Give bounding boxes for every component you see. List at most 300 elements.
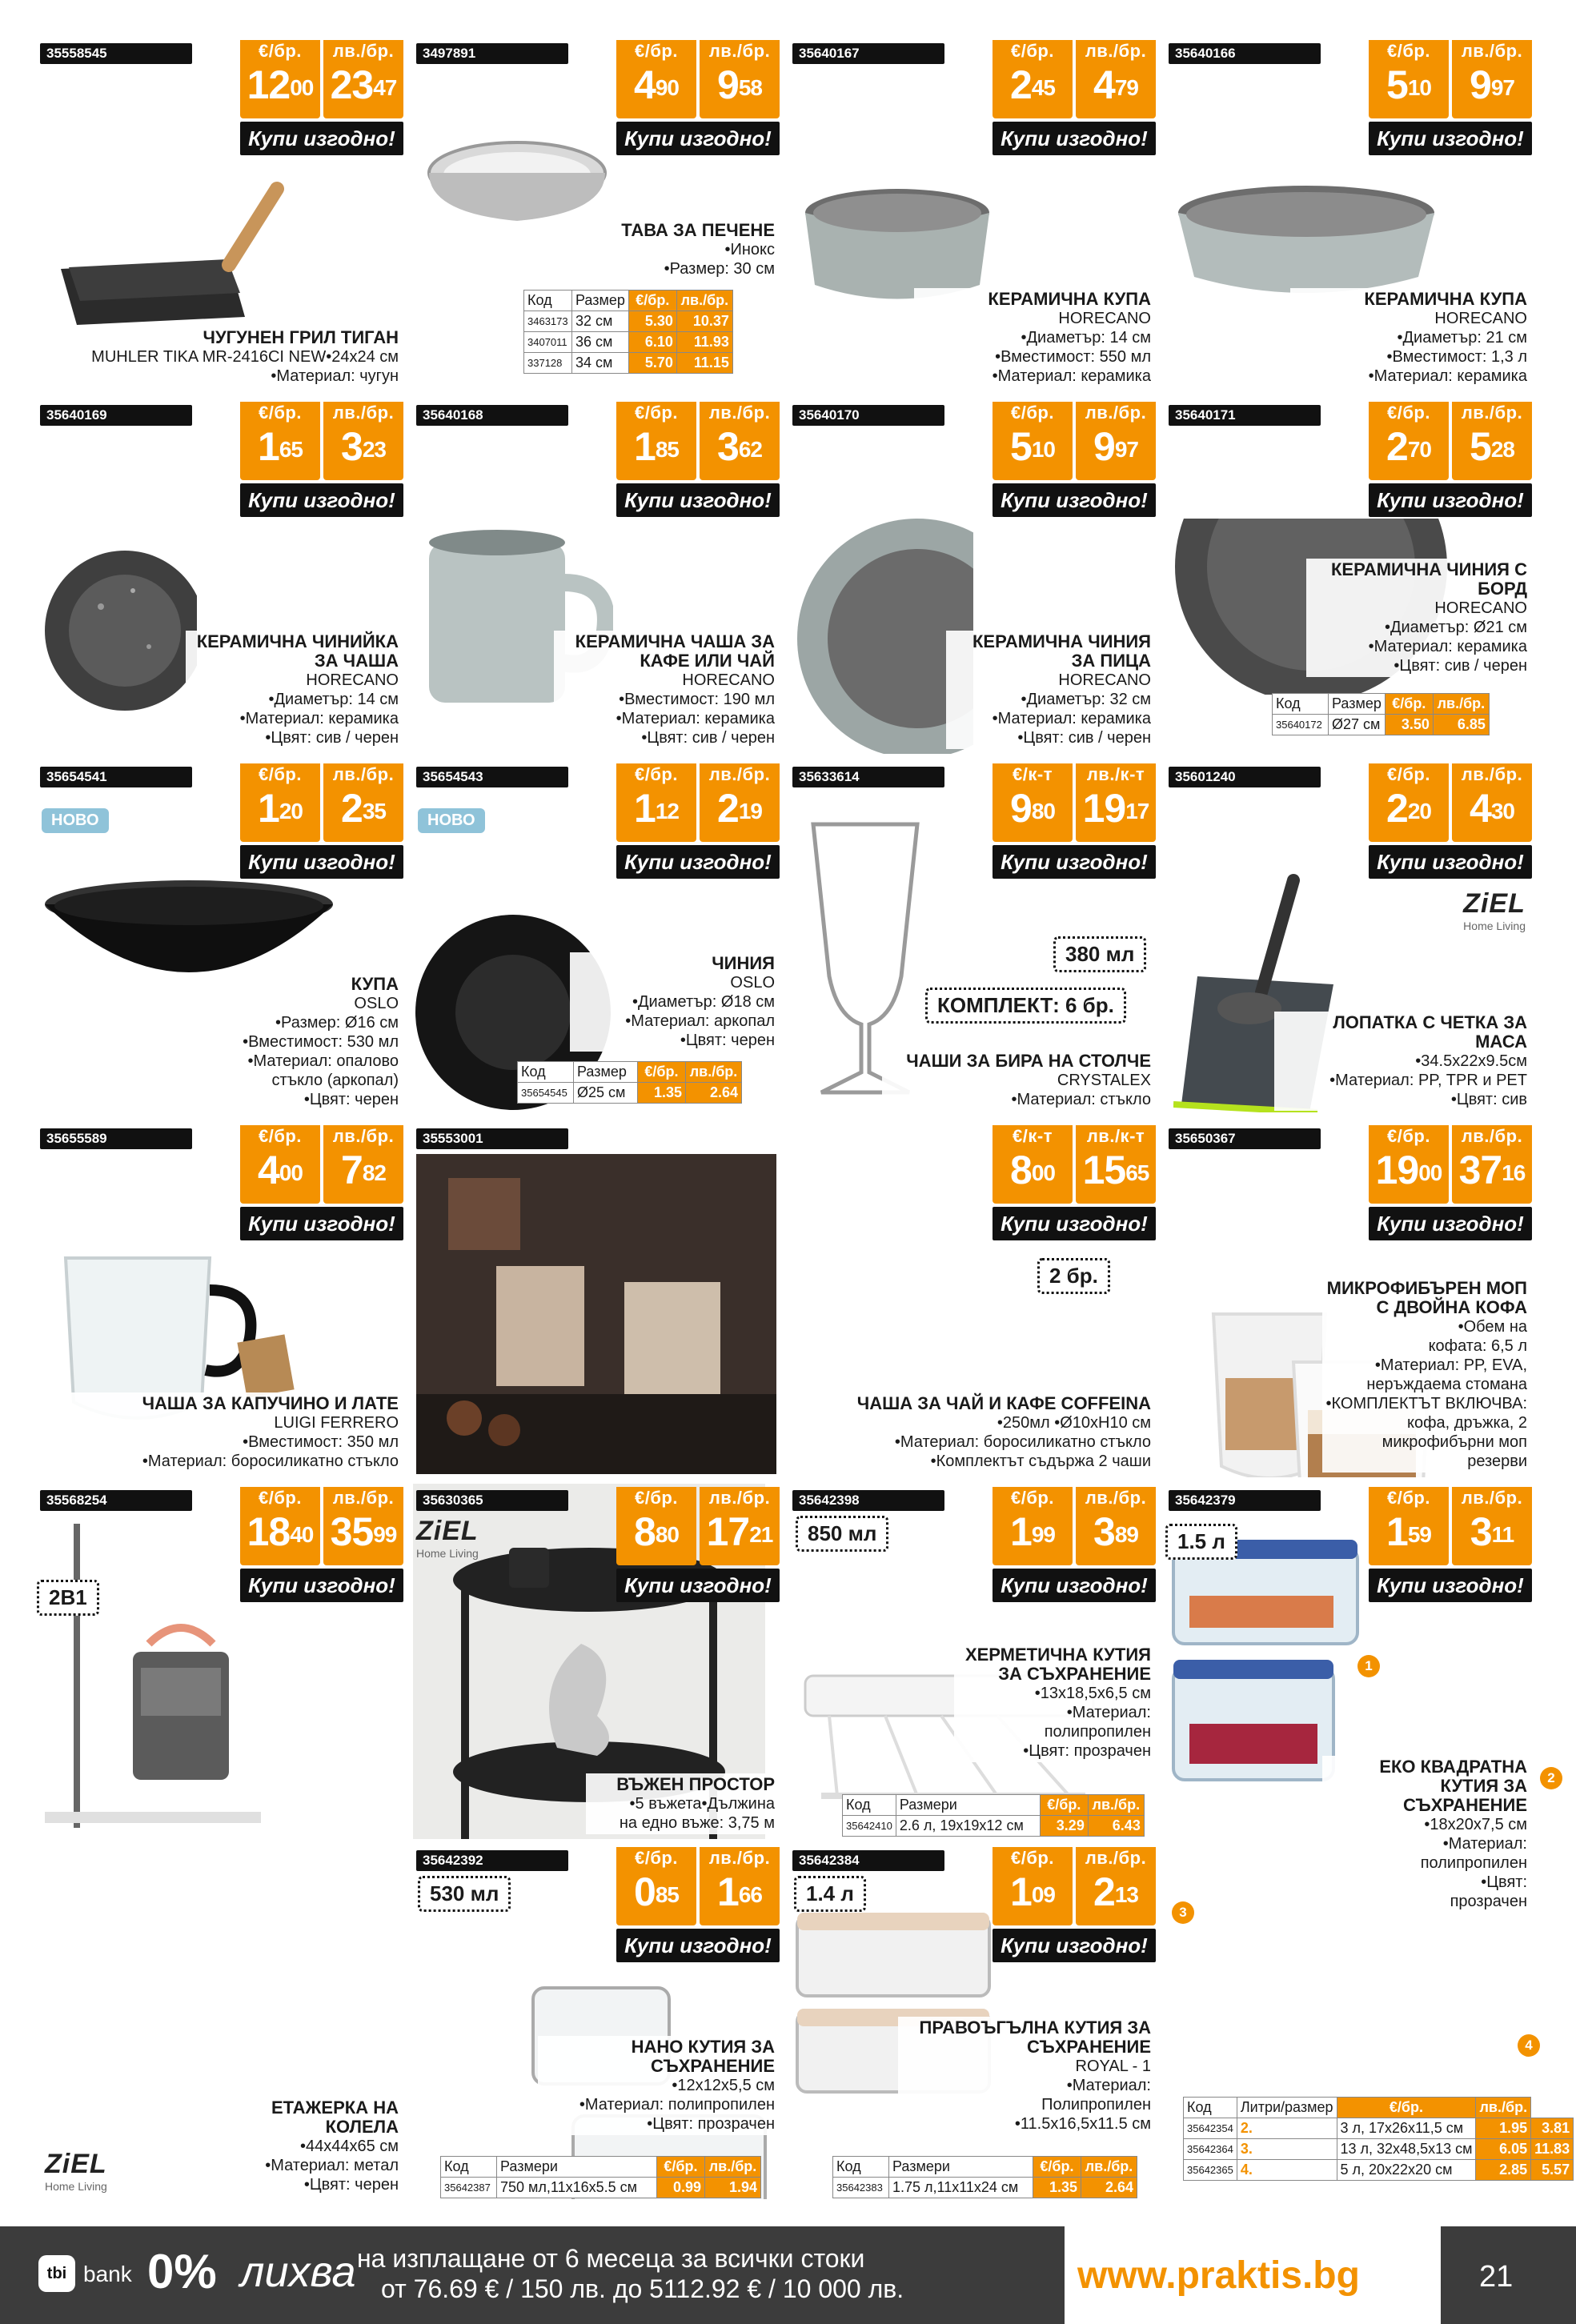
product-code[interactable]: 35642398 [792,1490,944,1511]
price-value[interactable] [993,1509,1073,1554]
product-spec[interactable]: •Размер: 30 см [664,260,775,278]
product-spec[interactable]: прозрачен [1450,1893,1527,1910]
product-spec[interactable]: на едно въже: 3,75 м [619,1814,775,1832]
product-code[interactable]: 35568254 [40,1490,192,1511]
bgn-cents[interactable]: 11 [1491,1522,1514,1547]
price-box[interactable] [993,40,1156,118]
table-row[interactable] [1184,2160,1574,2181]
product-spec[interactable]: микрофибърни моп [1382,1433,1527,1451]
product-spec[interactable]: •Цвят: черен [303,2176,399,2194]
table-cell[interactable]: 32 см [572,311,629,332]
price-unit[interactable]: €/бр. [259,1126,302,1146]
price-eur[interactable] [993,402,1073,480]
product-title[interactable]: ТАВА ЗА ПЕЧЕНЕ [621,220,775,240]
product-spec[interactable]: •Цвят: прозрачен [647,2115,775,2133]
table-cell[interactable]: 34 см [572,353,629,374]
product-spec[interactable]: •Материал: керамика [992,710,1151,727]
price-unit[interactable]: лв./бр. [1461,403,1523,423]
price-value[interactable] [993,786,1073,831]
buy-button[interactable]: Купи изгодно! [1369,483,1532,517]
product-spec[interactable]: •Вместимост: 350 мл [243,1433,399,1451]
price-value[interactable] [616,1869,696,1914]
table-header-cell[interactable]: Размер [574,1062,638,1083]
price-box[interactable] [240,763,403,842]
product-code[interactable]: 35630365 [416,1490,568,1511]
product-code[interactable]: 35640170 [792,405,944,426]
price-box[interactable] [240,1487,403,1565]
product-code[interactable]: 35553001 [416,1128,568,1149]
table-cell[interactable]: 2.6 л, 19x19x12 см [896,1816,1040,1837]
price-box[interactable] [1369,1125,1532,1204]
price-unit[interactable]: €/бр. [259,1488,302,1508]
price-bgn[interactable] [700,402,780,480]
table-cell[interactable]: 35642387 [441,2178,497,2198]
table-cell[interactable]: 2.85 [1476,2160,1531,2181]
price-value[interactable] [700,1509,780,1554]
table-header-cell[interactable]: Код [1273,694,1329,715]
bgn-cents[interactable]: 17 [1125,799,1149,823]
product-code[interactable]: 35640166 [1169,43,1321,64]
price-unit[interactable]: лв./бр. [332,1488,395,1508]
product-code[interactable]: 35640169 [40,405,192,426]
table-cell[interactable]: 11.93 [676,332,732,353]
variant-table[interactable] [832,2156,1137,2198]
eur-main[interactable]: 2 [1386,786,1408,831]
price-value[interactable] [616,62,696,107]
bgn-main[interactable]: 23 [330,62,374,107]
price-value[interactable] [1369,62,1449,107]
product-title[interactable]: ЕКО КВАДРАТНА КУТИЯ ЗА СЪХРАНЕНИЕ [1379,1757,1527,1815]
price-value[interactable] [1369,1148,1449,1192]
price-box[interactable] [1369,763,1532,842]
table-header-cell[interactable]: €/бр. [638,1062,686,1083]
price-box[interactable] [993,763,1156,842]
price-box[interactable] [240,40,403,118]
price-bgn[interactable] [1452,40,1532,118]
price-value[interactable] [993,424,1073,469]
bgn-main[interactable]: 2 [1093,1869,1115,1914]
eur-main[interactable]: 0 [634,1869,656,1914]
bgn-main[interactable]: 9 [1093,424,1115,469]
table-header-cell[interactable]: Литри/размер [1237,2098,1337,2118]
product-spec[interactable]: MUHLER TIKA MR-2416CI NEW•24x24 см [91,348,399,366]
product-spec[interactable]: •Материал: PP, EVA, [1374,1356,1527,1374]
table-header-cell[interactable]: лв./бр. [676,290,732,311]
price-bgn[interactable] [323,402,403,480]
product-spec[interactable]: •44x44x65 см [299,2138,399,2155]
table-header-cell[interactable]: Размер [572,290,629,311]
buy-button[interactable]: Купи изгодно! [993,845,1156,879]
product-card[interactable] [37,1122,408,1477]
product-title[interactable]: ВЪЖЕН ПРОСТОР [616,1774,775,1794]
product-title[interactable]: КУПА [351,974,399,994]
product-spec[interactable]: •Вместимост: 530 мл [243,1033,399,1051]
price-eur[interactable] [1369,1125,1449,1204]
variant-table[interactable] [517,1061,742,1104]
table-header-cell[interactable]: Код [1184,2098,1237,2118]
price-eur[interactable] [993,1487,1073,1565]
product-spec[interactable]: HORECANO [682,671,775,689]
product-card[interactable] [413,1844,784,2199]
product-title[interactable]: ЛОПАТКА С ЧЕТКА ЗА МАСА [1333,1012,1527,1052]
eur-cents[interactable]: 80 [1031,799,1055,823]
table-cell[interactable]: 10.37 [676,311,732,332]
product-code[interactable]: 35640171 [1169,405,1321,426]
product-spec[interactable]: OSLO [730,974,775,992]
product-image[interactable] [45,1524,261,1832]
price-unit[interactable]: €/бр. [635,1848,678,1868]
price-eur[interactable] [240,763,320,842]
product-spec[interactable]: резерви [1467,1452,1527,1470]
table-header-cell[interactable]: Размери [889,2157,1033,2178]
price-value[interactable] [1369,424,1449,469]
product-image[interactable] [421,133,613,233]
product-spec[interactable]: •Цвят: черен [680,1032,775,1049]
eko-number-badge[interactable]: 1 [1357,1655,1380,1677]
table-cell[interactable]: 1.35 [1033,2178,1081,2198]
product-info[interactable] [1322,1756,1530,1913]
buy-button[interactable]: Купи изгодно! [1369,1207,1532,1240]
product-spec[interactable]: •Материал: чугун [271,367,399,385]
product-spec[interactable]: •Цвят: [1481,1873,1527,1891]
price-unit[interactable]: €/к-т [1013,764,1053,784]
product-info[interactable] [618,219,778,280]
product-spec[interactable]: •Материал: керамика [1368,638,1527,655]
price-eur[interactable] [1369,40,1449,118]
bgn-main[interactable]: 3 [1093,1509,1115,1554]
eur-main[interactable]: 2 [1386,424,1408,469]
buy-button[interactable]: Купи изгодно! [240,1569,403,1602]
bgn-main[interactable]: 3 [341,424,363,469]
price-bgn[interactable] [1452,1125,1532,1204]
price-value[interactable] [700,62,780,107]
product-card[interactable] [413,1484,784,1839]
eur-main[interactable]: 9 [1010,786,1032,831]
table-header-cell[interactable]: лв./бр. [1081,2157,1137,2178]
price-value[interactable] [1452,1148,1532,1192]
eur-cents[interactable]: 20 [279,799,303,823]
table-cell[interactable]: Ø25 см [574,1083,638,1104]
product-info[interactable] [554,631,778,749]
table-cell[interactable]: 1.95 [1476,2118,1531,2139]
eur-main[interactable]: 5 [1010,424,1032,469]
bgn-cents[interactable]: 23 [362,437,386,462]
eur-main[interactable]: 1 [258,786,279,831]
price-value[interactable] [1452,1509,1532,1554]
price-value[interactable] [616,786,696,831]
variant-table[interactable] [1183,2097,1574,2181]
price-unit[interactable]: €/бр. [635,1488,678,1508]
product-spec[interactable]: •Материал: керамика [239,710,399,727]
bgn-cents[interactable]: 16 [1502,1160,1526,1185]
table-header-cell[interactable]: €/бр. [628,290,676,311]
price-unit[interactable]: €/бр. [1387,764,1430,784]
price-value[interactable] [1076,1509,1156,1554]
table-cell[interactable]: 13 л, 32x48,5x13 см [1337,2139,1476,2160]
eur-main[interactable]: 1 [258,424,279,469]
product-info[interactable] [786,1392,1154,1473]
price-value[interactable] [700,424,780,469]
product-spec[interactable]: •Комплектът съдържа 2 чаши [930,1452,1151,1470]
product-spec[interactable]: •Материал: [1442,1835,1527,1853]
table-cell[interactable]: 3.50 [1385,715,1433,735]
product-spec[interactable]: •Материал: полипропилен [579,2096,775,2114]
product-code[interactable]: 35642379 [1169,1490,1321,1511]
bgn-main[interactable]: 7 [341,1148,363,1192]
price-eur[interactable] [616,1487,696,1565]
logo-text[interactable]: ZiEL [45,2149,107,2179]
product-image[interactable] [416,1154,776,1477]
price-box[interactable] [993,1125,1156,1204]
product-card[interactable] [789,399,1161,754]
eko-number-badge[interactable]: 3 [1172,1901,1194,1924]
product-title[interactable]: ЕТАЖЕРКА НА КОЛЕЛА [271,2098,399,2137]
price-value[interactable] [616,1509,696,1554]
product-title[interactable]: ЧАША ЗА ЧАЙ И КАФЕ COFFEINA [856,1393,1151,1413]
bgn-main[interactable]: 19 [1082,786,1126,831]
bgn-main[interactable]: 2 [341,786,363,831]
product-spec[interactable]: •Материал: опалово [247,1052,399,1070]
price-unit[interactable]: лв./бр. [332,764,395,784]
price-bgn[interactable] [323,1487,403,1565]
price-value[interactable] [1452,786,1532,831]
product-spec[interactable]: •Диаметър: 21 см [1397,329,1527,347]
product-spec[interactable]: •Материал: стъкло [1011,1091,1151,1108]
product-spec[interactable]: HORECANO [1058,671,1151,689]
product-code[interactable]: 35642392 [416,1850,568,1871]
table-cell[interactable]: 35640172 [1273,715,1329,735]
table-row[interactable] [524,332,733,353]
table-cell[interactable]: 35642383 [833,2178,889,2198]
price-eur[interactable] [616,763,696,842]
table-header-cell[interactable]: Код [518,1062,574,1083]
product-title[interactable]: КЕРАМИЧНА КУПА [1364,289,1527,309]
eur-cents[interactable]: 00 [290,75,314,100]
table-header-cell[interactable]: Код [843,1795,896,1816]
logo-sub[interactable]: Home Living [1463,920,1526,932]
product-info[interactable] [1274,1012,1530,1111]
table-row[interactable] [1184,2139,1574,2160]
eur-cents[interactable]: 90 [655,75,679,100]
table-header-cell[interactable]: €/бр. [657,2157,705,2178]
bgn-main[interactable]: 15 [1082,1148,1126,1192]
product-spec[interactable]: •Цвят: прозрачен [1023,1742,1151,1760]
eur-cents[interactable]: 00 [1418,1160,1442,1185]
eur-main[interactable]: 19 [1375,1148,1419,1192]
table-header-cell[interactable]: €/бр. [1040,1795,1088,1816]
product-info[interactable] [1306,559,1530,677]
product-image[interactable] [37,519,197,747]
logo-sub[interactable]: Home Living [45,2180,107,2193]
eur-cents[interactable]: 70 [1407,437,1431,462]
product-code[interactable]: 3497891 [416,43,568,64]
product-code[interactable]: 35642384 [792,1850,944,1871]
product-spec[interactable]: •Диаметър: 14 см [268,691,399,708]
price-value[interactable] [240,62,320,107]
table-row[interactable] [1273,715,1490,735]
price-bgn[interactable] [700,1847,780,1925]
product-spec[interactable]: кофата: 6,5 л [1428,1337,1527,1355]
price-unit[interactable]: лв./бр. [332,41,395,61]
table-cell[interactable]: 11.83 [1531,2139,1574,2160]
variant-table[interactable] [1272,693,1490,735]
info-bubble[interactable]: КОМПЛЕКТ: 6 бр. [925,988,1126,1024]
eur-cents[interactable]: 00 [1031,1160,1055,1185]
product-card[interactable] [413,399,784,754]
price-unit[interactable]: лв./бр. [1461,41,1523,61]
product-title[interactable]: КЕРАМИЧНА ЧИНИЙКА ЗА ЧАША [196,631,399,671]
table-cell[interactable]: 5.70 [628,353,676,374]
table-header[interactable] [1273,694,1490,715]
eur-cents[interactable]: 40 [290,1522,314,1547]
bgn-cents[interactable]: 82 [362,1160,386,1185]
bgn-main[interactable]: 3 [1470,1509,1492,1554]
table-header-cell[interactable]: лв./бр. [1088,1795,1144,1816]
price-value[interactable] [993,1869,1073,1914]
price-value[interactable] [1452,62,1532,107]
ziel-logo[interactable] [1463,888,1526,932]
product-info[interactable] [194,2097,402,2196]
product-title[interactable]: ХЕРМЕТИЧНА КУТИЯ ЗА СЪХРАНЕНИЕ [964,1645,1151,1684]
price-unit[interactable]: лв./бр. [708,41,771,61]
price-unit[interactable]: €/бр. [635,764,678,784]
bgn-main[interactable]: 1 [717,1869,739,1914]
price-value[interactable] [700,786,780,831]
product-spec[interactable]: •Материал: метал [265,2157,399,2174]
product-code[interactable]: 35654541 [40,767,192,787]
table-header[interactable] [518,1062,742,1083]
price-unit[interactable]: лв./бр. [1085,1848,1147,1868]
table-header-cell[interactable]: лв./бр. [1476,2098,1531,2118]
price-bgn[interactable] [1452,1487,1532,1565]
table-cell[interactable]: 6.85 [1433,715,1489,735]
product-spec[interactable]: полипропилен [1420,1854,1527,1872]
logo-sub[interactable]: Home Living [416,1547,479,1560]
price-eur[interactable] [240,402,320,480]
bgn-main[interactable]: 5 [1470,424,1491,469]
product-spec[interactable]: HORECANO [1434,599,1527,617]
product-card[interactable] [37,760,408,1116]
product-spec[interactable]: полипропилен [1044,1723,1151,1741]
table-header[interactable] [441,2157,761,2178]
price-value[interactable] [1076,62,1156,107]
product-code[interactable]: 35601240 [1169,767,1321,787]
product-spec[interactable]: •Вместимост: 190 мл [619,691,775,708]
eur-cents[interactable]: 59 [1407,1522,1431,1547]
table-cell[interactable]: 3.81 [1531,2118,1574,2139]
price-unit[interactable]: лв./бр. [708,764,771,784]
bgn-cents[interactable]: 19 [738,799,762,823]
product-spec[interactable]: •Цвят: сив [1450,1091,1527,1108]
price-unit[interactable]: лв./к-т [1086,764,1145,784]
price-bgn[interactable] [1076,1125,1156,1204]
table-row[interactable] [1184,2118,1574,2139]
table-cell[interactable]: 6.05 [1476,2139,1531,2160]
product-info[interactable] [1290,288,1530,387]
buy-button[interactable]: Купи изгодно! [1369,122,1532,155]
price-unit[interactable]: €/бр. [635,403,678,423]
price-unit[interactable]: €/бр. [1387,1488,1430,1508]
product-spec[interactable]: LUIGI FERRERO [274,1414,399,1432]
product-title[interactable]: МИКРОФИБЪРЕН МОП С ДВОЙНА КОФА [1326,1278,1527,1317]
buy-button[interactable]: Купи изгодно! [240,1207,403,1240]
product-info[interactable] [538,2036,778,2135]
table-cell[interactable]: 750 мл,11x16x5.5 см [497,2178,657,2198]
price-value[interactable] [323,62,403,107]
price-eur[interactable] [1369,763,1449,842]
product-spec[interactable]: •250мл •Ø10xH10 см [997,1414,1151,1432]
table-cell[interactable]: 35642354 [1184,2118,1237,2139]
product-spec[interactable]: •13x18,5x6,5 см [1034,1685,1151,1702]
table-cell[interactable]: 6.43 [1088,1816,1144,1837]
price-eur[interactable] [616,402,696,480]
price-eur[interactable] [993,763,1073,842]
eur-cents[interactable]: 80 [655,1522,679,1547]
info-bubble[interactable]: 2В1 [37,1580,99,1616]
product-card[interactable] [789,760,1161,1116]
ziel-logo[interactable] [416,1516,479,1560]
product-spec[interactable]: •18x20x7,5 см [1424,1816,1527,1833]
price-value[interactable] [240,1148,320,1192]
info-bubble[interactable]: 1.5 л [1165,1524,1237,1560]
price-box[interactable] [616,40,780,118]
table-row[interactable] [441,2178,761,2198]
price-unit[interactable]: €/к-т [1013,1126,1053,1146]
eur-cents[interactable]: 10 [1407,75,1431,100]
buy-button[interactable]: Купи изгодно! [240,845,403,879]
price-unit[interactable]: €/бр. [1387,403,1430,423]
eur-main[interactable]: 18 [247,1509,291,1554]
table-cell[interactable]: 3463173 [524,311,572,332]
price-value[interactable] [700,1869,780,1914]
product-spec[interactable]: •34.5x22x9.5см [1415,1052,1527,1070]
price-value[interactable] [323,424,403,469]
buy-button[interactable]: Купи изгодно! [1369,845,1532,879]
product-card[interactable] [413,1122,1161,1477]
product-spec[interactable]: ROYAL - 1 [1075,2058,1151,2075]
price-unit[interactable]: €/бр. [259,764,302,784]
product-info[interactable] [37,1392,402,1473]
table-cell[interactable]: 36 см [572,332,629,353]
bgn-cents[interactable]: 47 [373,75,397,100]
price-value[interactable] [616,424,696,469]
product-image[interactable] [45,173,285,337]
product-spec[interactable]: •Инокс [724,241,775,258]
product-spec[interactable]: •Диаметър: 14 см [1021,329,1151,347]
buy-button[interactable]: Купи изгодно! [993,1207,1156,1240]
site-url-box[interactable] [1065,2226,1441,2324]
bgn-main[interactable]: 3 [717,424,739,469]
table-cell[interactable]: 2.64 [1081,2178,1137,2198]
price-box[interactable] [240,1125,403,1204]
bgn-cents[interactable]: 62 [738,437,762,462]
price-value[interactable] [323,1148,403,1192]
price-eur[interactable] [616,40,696,118]
product-spec[interactable]: •5 въжета•Дължина [629,1795,775,1813]
info-bubble[interactable]: 1.4 л [794,1876,866,1912]
eur-main[interactable]: 8 [1010,1148,1032,1192]
price-value[interactable] [993,62,1073,107]
table-header-cell[interactable]: €/бр. [1337,2098,1476,2118]
price-value[interactable] [323,786,403,831]
table-cell[interactable]: 3407011 [524,332,572,353]
price-unit[interactable]: лв./бр. [332,1126,395,1146]
price-bgn[interactable] [1076,40,1156,118]
price-value[interactable] [240,1509,320,1554]
price-value[interactable] [993,1148,1073,1192]
table-cell[interactable]: 3. [1237,2139,1337,2160]
logo-text[interactable]: ZiEL [416,1516,479,1546]
